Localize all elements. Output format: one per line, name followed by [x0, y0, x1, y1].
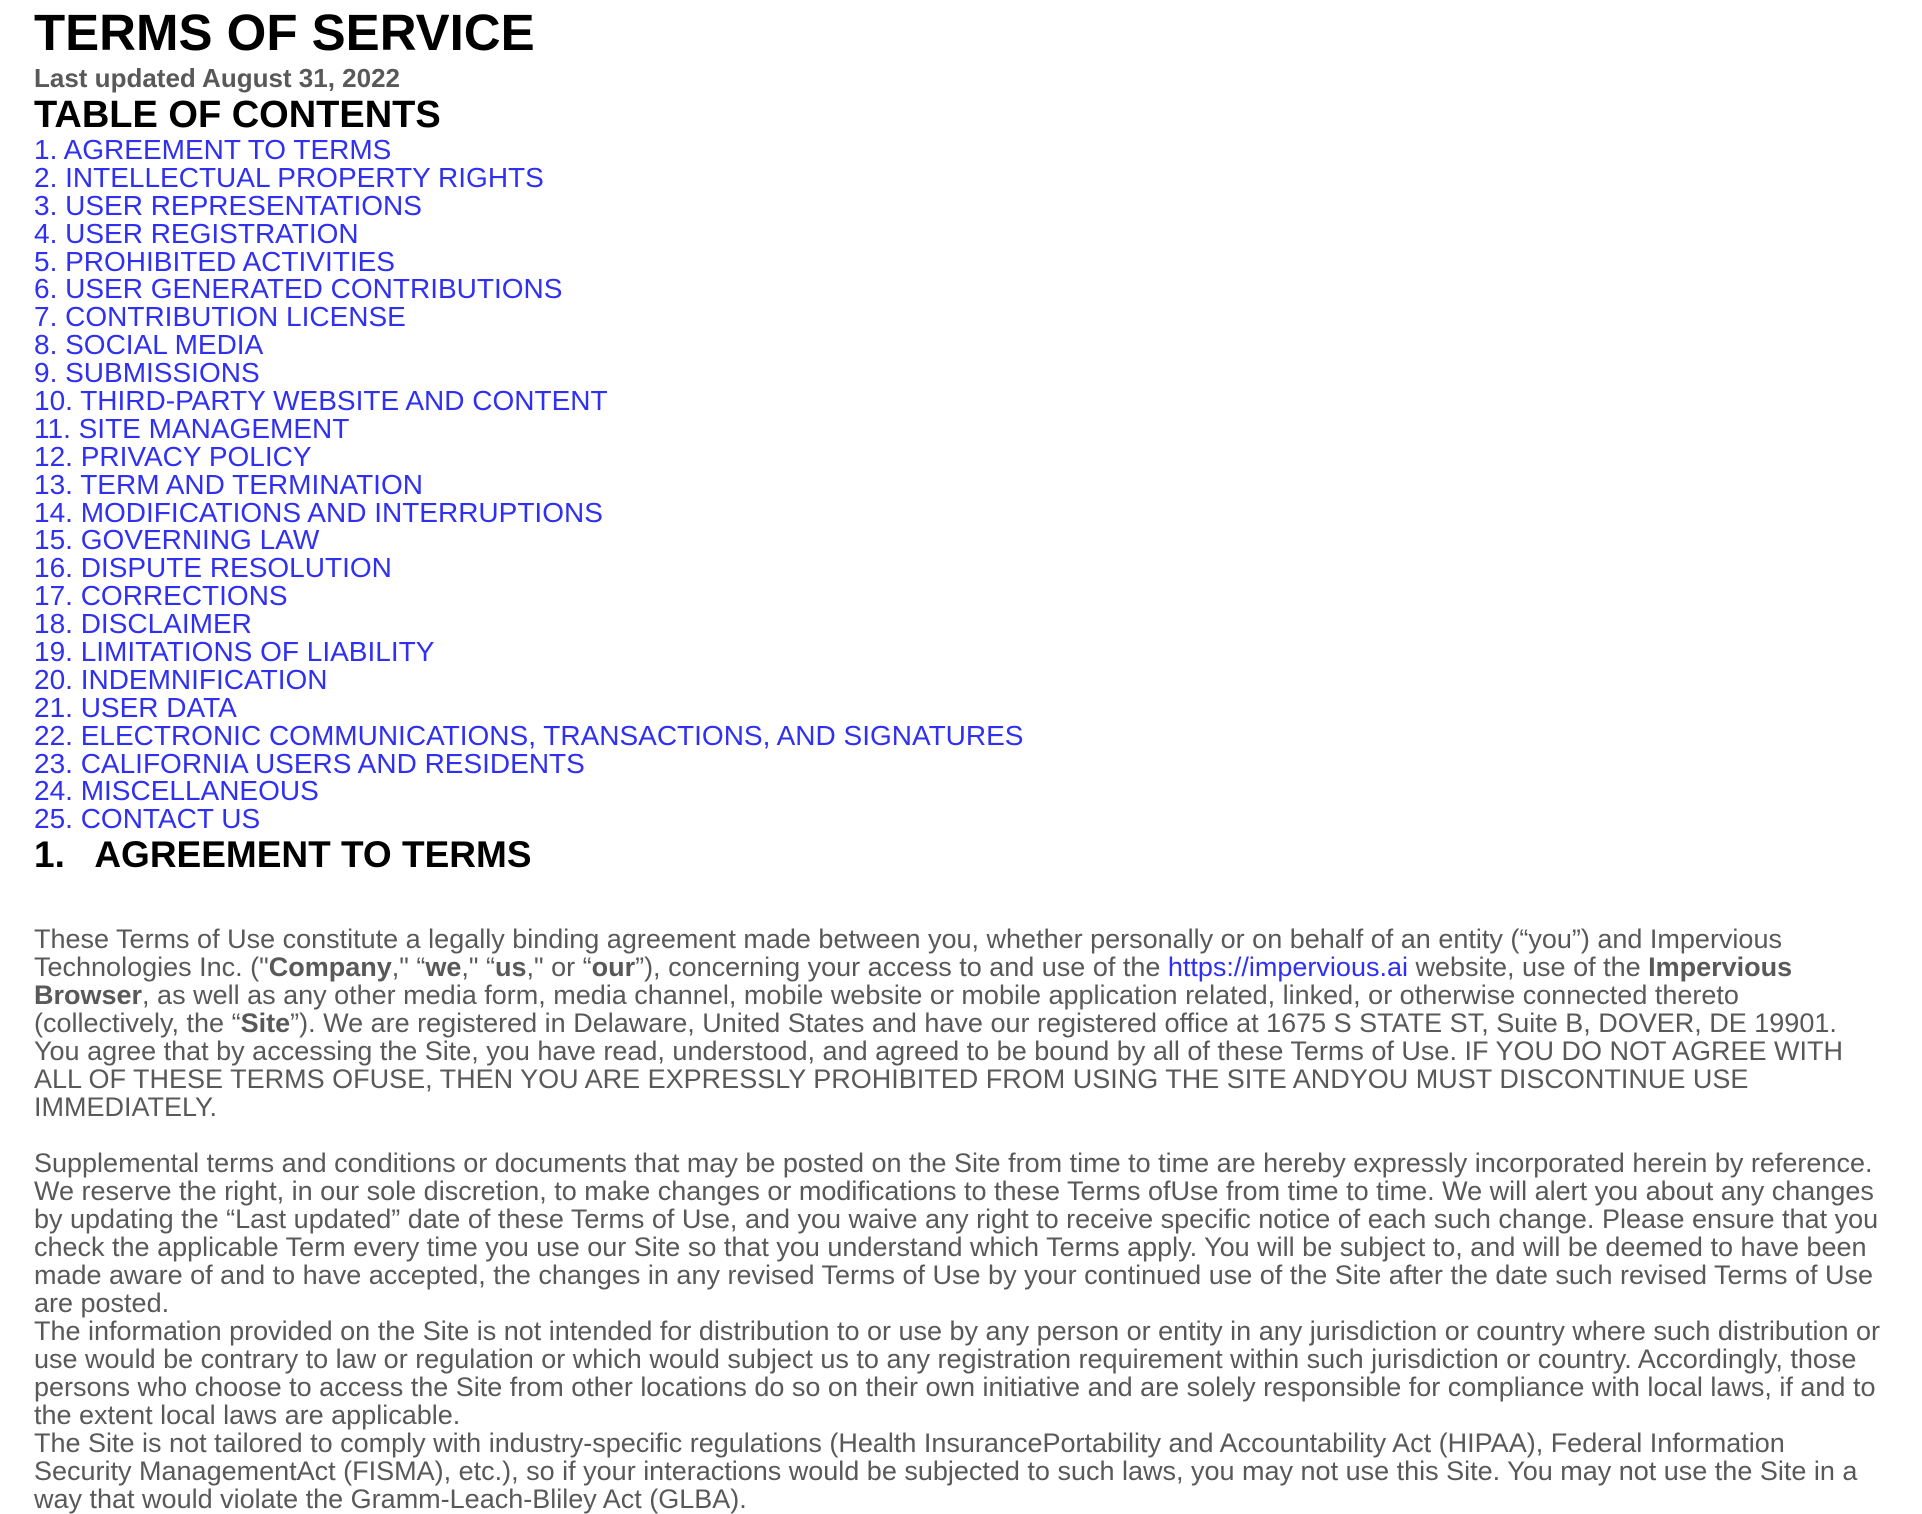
toc-link-corrections[interactable]: 17. CORRECTIONS	[34, 580, 288, 612]
toc-link-term-termination[interactable]: 13. TERM AND TERMINATION	[34, 468, 423, 500]
toc-link-electronic-communications[interactable]: 22. ELECTRONIC COMMUNICATIONS, TRANSACTIONS, AND SIGNATURES	[34, 719, 1024, 751]
toc-link-governing-law[interactable]: 15. GOVERNING LAW	[34, 524, 320, 556]
bold-term-we: we	[425, 952, 462, 983]
table-of-contents	[34, 136, 1888, 833]
text-run: ”), concerning your access to and use of the	[635, 952, 1168, 983]
toc-link-third-party[interactable]: 10. THIRD-PARTY WEBSITE AND CONTENT	[34, 385, 608, 417]
toc-item	[34, 496, 1888, 528]
toc-link-user-registration[interactable]: 4. USER REGISTRATION	[34, 217, 359, 249]
toc-item	[34, 805, 1888, 833]
toc-item	[34, 719, 1888, 751]
agreement-paragraph-2: Supplemental terms and conditions or documents that may be posted on the Site from time to time are hereby expressly incorporated herein by reference. We reserve the right, in our sole discretion, to make changes or modifications to these Terms ofUse from time to time. We will alert you about any changes by updating the “Last updated” date of these Terms of Use, and you waive any right to receive specific notice of each such change. Please ensure that you check the applicable Term every time you use our Site so that you understand which Terms apply. You will be subject to, and will be deemed to have been made aware of and to have accepted, the changes in any revised Terms of Use by your continued use of the Site after the date such revised Terms of Use are posted.	[34, 1148, 1879, 1319]
page-title: TERMS OF SERVICE	[34, 4, 535, 61]
toc-link-disclaimer[interactable]: 18. DISCLAIMER	[34, 608, 252, 640]
toc-item	[34, 136, 1888, 164]
text-run: ," or “	[526, 952, 592, 983]
text-run: website, use of the	[1407, 952, 1649, 983]
toc-item	[34, 526, 1888, 554]
agreement-paragraph-1	[34, 925, 1888, 1121]
toc-link-contact-us[interactable]: 25. CONTACT US	[34, 803, 261, 835]
toc-item	[34, 610, 1888, 638]
bold-term-company: Company	[268, 952, 392, 983]
toc-item	[34, 691, 1888, 723]
toc-link-dispute-resolution[interactable]: 16. DISPUTE RESOLUTION	[34, 552, 392, 584]
bold-term-us: us	[494, 952, 527, 983]
toc-item	[34, 777, 1888, 805]
toc-link-miscellaneous[interactable]: 24. MISCELLANEOUS	[34, 775, 319, 807]
toc-item	[34, 747, 1888, 779]
bold-term-our: our	[591, 952, 636, 983]
toc-item	[34, 582, 1888, 610]
agreement-paragraph-3: The information provided on the Site is not intended for distribution to or use by any person or entity in any jurisdiction or country where such distribution or use would be contrary to law or regulation or which would subject us to any registration requirement within such jurisdiction or country. Accordingly, those persons who choose to access the Site from other locations do so on their own initiative and are solely responsible for compliance with local laws, if and to the extent local laws are applicable.	[34, 1316, 1880, 1431]
toc-link-privacy-policy[interactable]: 12. PRIVACY POLICY	[34, 440, 312, 472]
toc-item	[34, 331, 1888, 359]
toc-link-indemnification[interactable]: 20. INDEMNIFICATION	[34, 663, 328, 695]
bold-term-site: Site	[240, 1008, 291, 1039]
toc-item	[34, 245, 1888, 277]
toc-link-site-management[interactable]: 11. SITE MANAGEMENT	[34, 412, 350, 444]
toc-item	[34, 189, 1888, 221]
text-run: ," “	[461, 952, 495, 983]
toc-link-ip-rights[interactable]: 2. INTELLECTUAL PROPERTY RIGHTS	[34, 161, 544, 193]
toc-link-modifications[interactable]: 14. MODIFICATIONS AND INTERRUPTIONS	[34, 496, 603, 528]
text-run: ," “	[391, 952, 426, 983]
toc-item	[34, 161, 1888, 193]
toc-link-user-representations[interactable]: 3. USER REPRESENTATIONS	[34, 189, 422, 221]
toc-link-california-users[interactable]: 23. CALIFORNIA USERS AND RESIDENTS	[34, 747, 585, 779]
toc-item	[34, 468, 1888, 500]
text-run: , as well as any other media form, media channel, mobile website or mobile application related, linked, or otherwise connected thereto (collectively, the “	[34, 980, 1739, 1039]
toc-link-prohibited-activities[interactable]: 5. PROHIBITED ACTIVITIES	[34, 245, 395, 277]
bold-term-browser: Impervious Browser	[34, 952, 1793, 1011]
toc-item	[34, 412, 1888, 444]
text-run: ”). We are registered in Delaware, United States and have our registered office at 1675 S STATE ST, Suite B, DOVER, DE 19901. You agree that by accessing the Site, you have read, understood, and agreed to be bound by all of these Terms of Use. IF YOU DO NOT AGREE WITH ALL OF THESE TERMS OFUSE, THEN YOU ARE EXPRESSLY PROHIBITED FROM USING THE SITE ANDYOU MUST DISCONTINUE USE IMMEDIATELY.	[34, 1008, 1843, 1123]
section-heading-agreement: 1. AGREEMENT TO TERMS	[34, 834, 532, 876]
toc-link-social-media[interactable]: 8. SOCIAL MEDIA	[34, 329, 264, 361]
toc-link-contribution-license[interactable]: 7. CONTRIBUTION LICENSE	[34, 301, 406, 333]
toc-link-user-contributions[interactable]: 6. USER GENERATED CONTRIBUTIONS	[34, 273, 563, 305]
agreement-paragraph-4: The Site is not tailored to comply with industry-specific regulations (Health InsurancePortability and Accountability Act (HIPAA), Federal Information Security ManagementAct (FISMA), etc.), so if your interactions would be subjected to such laws, you may not use this Site. You may not use the Site in a way that would violate the Gramm-Leach-Bliley Act (GLBA).	[34, 1428, 1858, 1514]
toc-item	[34, 217, 1888, 249]
toc-item	[34, 638, 1888, 666]
toc-item	[34, 440, 1888, 472]
last-updated: Last updated August 31, 2022	[34, 63, 401, 93]
toc-link-user-data[interactable]: 21. USER DATA	[34, 691, 237, 723]
toc-item	[34, 275, 1888, 303]
toc-heading: TABLE OF CONTENTS	[34, 94, 441, 136]
toc-item	[34, 387, 1888, 415]
toc-link-submissions[interactable]: 9. SUBMISSIONS	[34, 357, 260, 389]
website-link[interactable]: https://impervious.ai	[1167, 952, 1408, 983]
toc-item	[34, 303, 1888, 331]
toc-link-agreement[interactable]: 1. AGREEMENT TO TERMS	[34, 134, 392, 165]
toc-item	[34, 554, 1888, 582]
toc-item	[34, 359, 1888, 387]
toc-link-limitations[interactable]: 19. LIMITATIONS OF LIABILITY	[34, 636, 435, 668]
text-run: These Terms of Use constitute a legally binding agreement made between you, whether personally or on behalf of an entity (“you”) and Impervious Technologies Inc. ("	[34, 924, 1782, 983]
toc-item	[34, 663, 1888, 695]
